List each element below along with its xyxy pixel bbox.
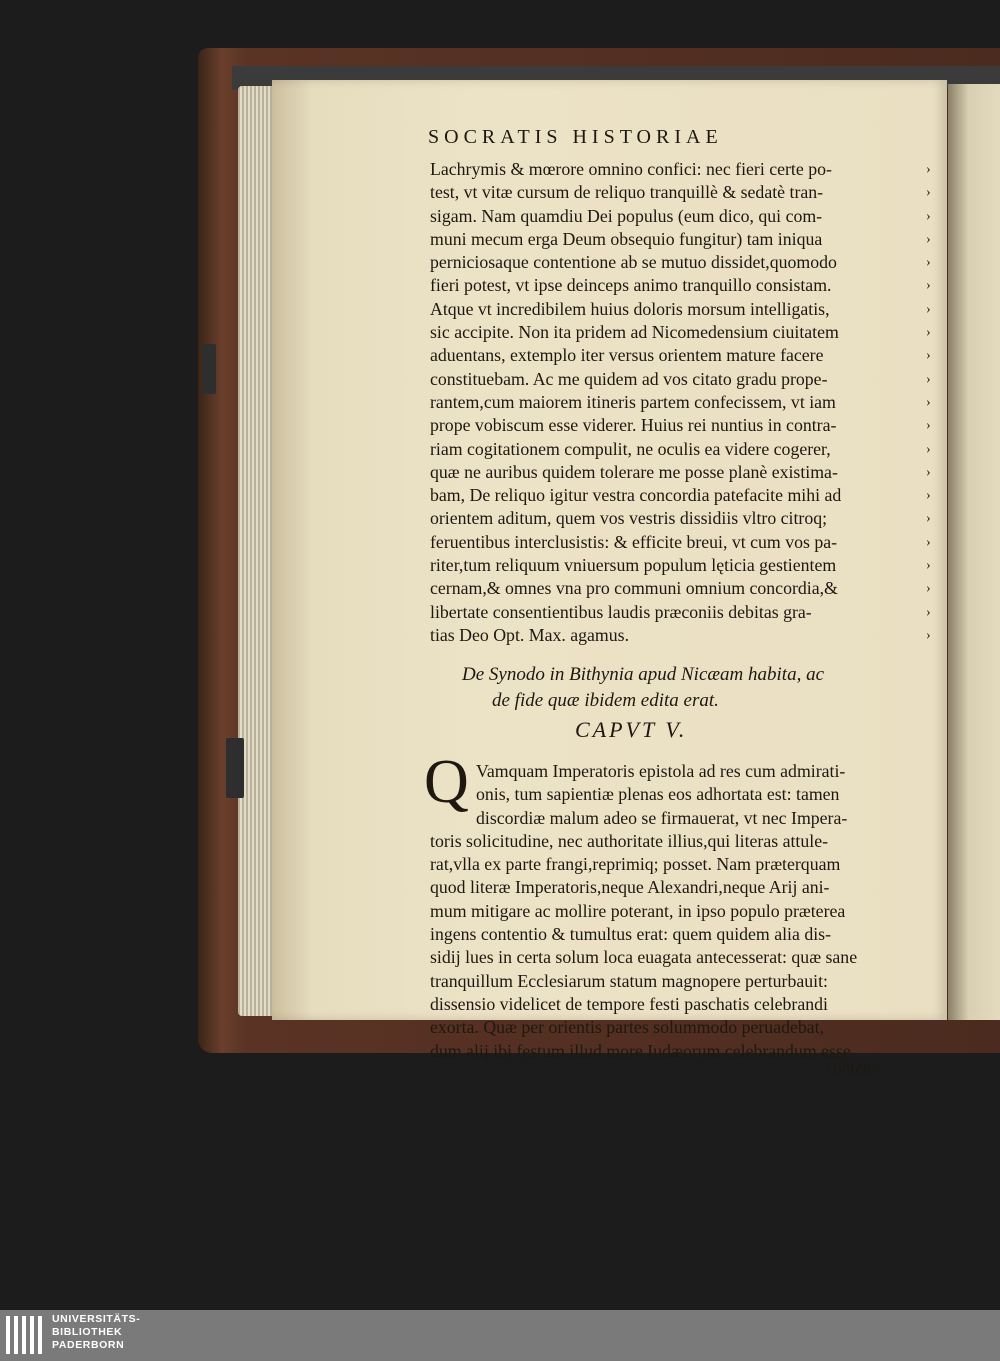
text-line: dum alij ibi festum illud more Iudæorum celebrandum esse [430, 1040, 851, 1061]
text-line: riam cogitationem compulit, ne oculis ea videre cogerer, [430, 438, 831, 459]
text-line: ingens contentio & tumultus erat: quem quidem alia dis- [430, 924, 831, 945]
text-line: feruentibus interclusistis: & efficite breui, vt cum vos pa- [430, 531, 838, 552]
text-line: Atque vt incredibilem huius doloris morsum intelligatis, [430, 298, 830, 319]
text-line: tias Deo Opt. Max. agamus. [430, 624, 630, 645]
library-logo-icon [4, 1312, 44, 1358]
text-line: test, vt vitæ cursum de reliquo tranquillè & sedatè tran- [430, 182, 824, 203]
text-line: discordiæ malum adeo se firmauerat, vt nec Impera- [476, 807, 848, 828]
margin-quote-marks: › › › › › › › › › › › › › › › › › › › › › [926, 162, 931, 643]
catchword: conten- [826, 1058, 877, 1077]
logo-line-2: BIBLIOTHEK [52, 1326, 123, 1338]
text-line: muni mecum erga Deum obsequio fungitur) tam iniqua [430, 228, 823, 249]
drop-capital: Q [424, 748, 469, 816]
body-text-block-2 [430, 760, 925, 1063]
text-line: aduentans, extemplo iter versus orientem mature facere [430, 345, 824, 366]
text-line: exorta. Quæ per orientis partes solummodo peruadebat, [430, 1017, 825, 1038]
text-line: mum mitigare ac mollire poterant, in ipso populo præterea [430, 900, 846, 921]
page-edges [238, 86, 274, 1016]
text-line: sigam. Nam quamdiu Dei populus (eum dico, qui com- [430, 205, 823, 226]
text-line: constituebam. Ac me quidem ad vos citato gradu prope- [430, 368, 828, 389]
text-line: quod literæ Imperatoris,neque Alexandri,neque Arij ani- [430, 877, 830, 898]
logo-line-3: PADERBORN [52, 1339, 125, 1351]
text-line: sidij lues in certa solum loca euagata antecesserat: quæ sane [430, 947, 858, 968]
text-line: toris solicitudine, nec authoritate illius,qui literas attule- [430, 830, 829, 851]
library-logo-text [52, 1313, 140, 1352]
text-line: Lachrymis & mœrore omnino confici: nec fieri certe po- [430, 159, 832, 179]
chapter-title-line-1: De Synodo in Bithynia apud Nicæam habita, ac [462, 664, 825, 685]
text-line: tranquillum Ecclesiarum statum magnopere perturbauit: [430, 970, 828, 991]
text-line: onis, tum sapientiæ plenas eos adhortata est: tamen [476, 784, 840, 805]
body-text-block-1 [430, 158, 925, 647]
text-line: perniciosaque contentione ab se mutuo dissidet,quomodo [430, 252, 837, 273]
chapter-title [430, 662, 925, 714]
text-line: Vamquam Imperatoris epistola ad res cum admirati- [476, 761, 846, 781]
clasp-lower [226, 738, 244, 798]
text-line: rantem,cum maiorem itineris partem confecissem, vt iam [430, 391, 836, 412]
text-line: prope vobiscum esse viderer. Huius rei nuntius in contra- [430, 415, 837, 436]
text-line: fieri potest, vt ipse deinceps animo tranquillo consistam. [430, 275, 832, 296]
text-line: sic accipite. Non ita pridem ad Nicomedensium ciuitatem [430, 322, 839, 343]
text-line: quæ ne auribus quidem tolerare me posse planè existima- [430, 461, 838, 482]
text-line: orientem aditum, quem vos vestris dissidiis vltro citroq; [430, 508, 828, 529]
text-line: cernam,& omnes vna pro communi omnium concordia,& [430, 578, 838, 599]
text-line: rat,vlla ex parte frangi,reprimiq; posset. Nam præterquam [430, 854, 841, 875]
text-line: libertate consentientibus laudis præconiis debitas gra- [430, 601, 812, 622]
text-line: bam, De reliquo igitur vestra concordia patefacite mihi ad [430, 485, 842, 506]
running-header: SOCRATIS HISTORIAE [428, 126, 723, 148]
logo-line-1: UNIVERSITÄTS- [52, 1313, 141, 1325]
footer-bar [0, 1310, 1000, 1361]
text-line: dissensio videlicet de tempore festi paschatis celebrandi [430, 993, 828, 1014]
facing-page-edge [948, 84, 1000, 1020]
chapter-number: CAPVT V. [575, 717, 688, 742]
chapter-title-line-2: de fide quæ ibidem edita erat. [492, 690, 719, 711]
clasp-upper [202, 344, 216, 394]
text-line: riter,tum reliquum vniuersum populum lęticia gestientem [430, 555, 837, 576]
